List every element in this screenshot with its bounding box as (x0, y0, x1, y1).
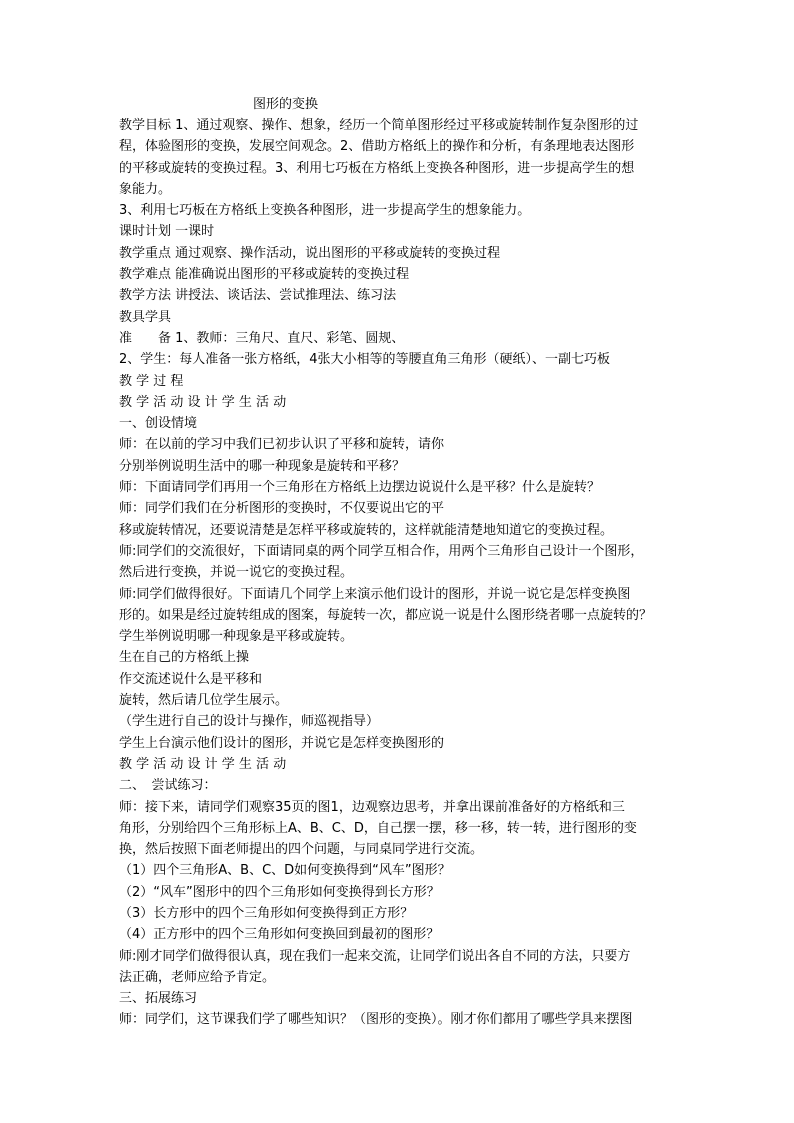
text-line: 移或旋转情况，还要说清楚是怎样平移或旋转的，这样就能清楚地知道它的变换过程。 (119, 522, 614, 538)
document-body (119, 95, 679, 1031)
text-line: 师：同学们，这节课我们学了哪些知识？（图形的变换）。刚才你们都用了哪些学具来摆图 (119, 1012, 633, 1028)
text-line: 师:刚才同学们做得很认真，现在我们一起来交流，让同学们说出各自不同的方法，只要方 (119, 948, 631, 964)
text-line: 准 备 1、教师：三角尺、直尺、彩笔、圆规、 (119, 330, 405, 346)
text-line: 课时计划 一课时 (119, 224, 215, 240)
text-line: 师：同学们我们在分析图形的变换时，不仅要说出它的平 (119, 501, 445, 517)
text-line: 教学目标 1、通过观察、操作、想象，经历一个简单图形经过平移或旋转制作复杂图形的过 (119, 118, 639, 133)
text-line: （学生进行自己的设计与操作，师巡视指导） (119, 714, 380, 730)
question-item: （1）四个三角形A、B、C、D如何变换得到“风车”图形？ (119, 863, 451, 879)
document-title: 图形的变换 (253, 97, 319, 112)
text-line: 生在自己的方格纸上操 (119, 650, 250, 666)
text-line: 分别举例说明生活中的哪一种现象是旋转和平移？ (119, 458, 406, 474)
text-line: 形的。如果是经过旋转组成的图案，每旋转一次，都应说一说是什么图形绕者哪一点旋转的？ (119, 607, 653, 623)
text-line: 象能力。 (119, 181, 172, 197)
text-line: 然后进行变换，并说一说它的变换过程。 (119, 565, 354, 581)
text-line: 师:同学们的交流很好，下面请同桌的两个同学互相合作，用两个三角形自己设计一个图形， (119, 543, 644, 559)
section-heading: 一、创设情境 (119, 416, 198, 432)
section-heading: 教 学 活 动 设 计 学 生 活 动 (119, 394, 287, 410)
text-line: 师：下面请同学们再用一个三角形在方格纸上边摆边说说什么是平移？什么是旋转？ (119, 480, 601, 496)
question-item: （3）长方形中的四个三角形如何变换得到正方形？ (119, 905, 414, 921)
text-line: 师：接下来，请同学们观察35页的图1，边观察边思考，并拿出课前准备好的方格纸和三 (119, 799, 625, 815)
text-line: 作交流述说什么是平移和 (119, 671, 263, 687)
text-line: 学生举例说明哪一种现象是平移或旋转。 (119, 629, 354, 645)
text-line: 教学方法 讲授法、谈话法、尝试推理法、练习法 (119, 288, 397, 304)
section-heading: 三、拓展练习 (119, 991, 198, 1007)
section-heading: 教 学 过 程 (119, 373, 184, 389)
text-line: 程，体验图形的变换，发展空间观念。2、借助方格纸上的操作和分析，有条理地表达图形 (119, 139, 635, 155)
text-line: 的平移或旋转的变换过程。3、利用七巧板在方格纸上变换各种图形，进一步提高学生的想 (119, 160, 635, 176)
text-line: 旋转，然后请几位学生展示。 (119, 693, 289, 709)
text-line: 法正确，老师应给予肯定。 (119, 969, 276, 985)
section-heading: 二、 尝试练习： (119, 778, 217, 794)
question-item: （4）正方形中的四个三角形如何变换回到最初的图形？ (119, 927, 440, 943)
section-heading: 教 学 活 动 设 计 学 生 活 动 (119, 756, 287, 772)
text-line: 师：在以前的学习中我们已初步认识了平移和旋转，请你 (119, 437, 445, 453)
text-line: 教学难点 能准确说出图形的平移或旋转的变换过程 (119, 267, 410, 283)
text-line: 换，然后按照下面老师提出的四个问题，与同桌同学进行交流。 (119, 842, 484, 858)
text-line: 教学重点 通过观察、操作活动，说出图形的平移或旋转的变换过程 (119, 245, 501, 261)
text-line: 3、利用七巧板在方格纸上变换各种图形，进一步提高学生的想象能力。 (119, 203, 531, 219)
text-line: 角形，分别给四个三角形标上A、B、C、D，自己摆一摆，移一移，转一转，进行图形的变 (119, 820, 637, 836)
text-line: 师:同学们做得很好。下面请几个同学上来演示他们设计的图形，并说一说它是怎样变换图 (119, 586, 631, 602)
text-line: 学生上台演示他们设计的图形，并说它是怎样变换图形的 (119, 735, 445, 751)
text-line: 教具学具 (119, 309, 172, 325)
text-line: 2、学生：每人准备一张方格纸，4张大小相等的等腰直角三角形（硬纸）、一副七巧板 (119, 352, 611, 368)
question-item: （2）“风车”图形中的四个三角形如何变换得到长方形？ (119, 884, 440, 900)
